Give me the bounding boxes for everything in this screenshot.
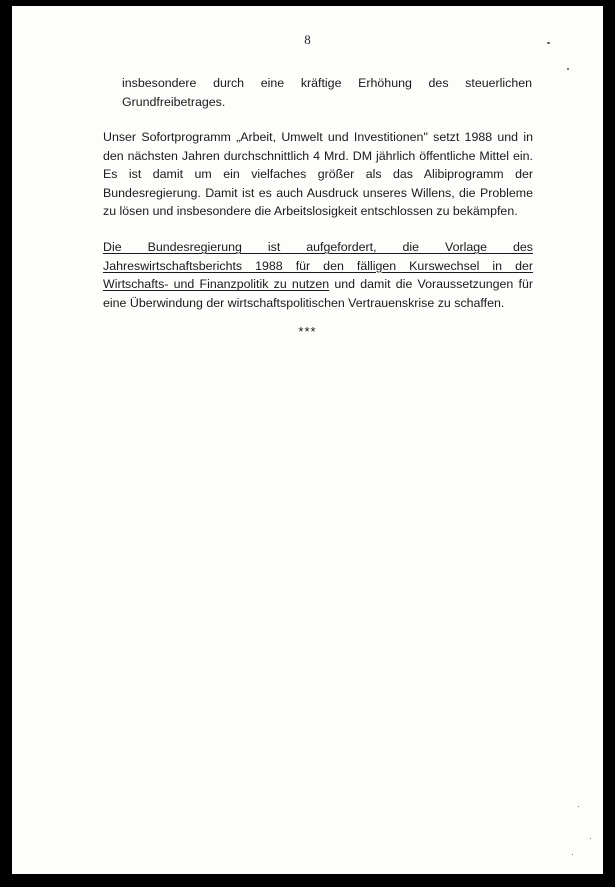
- document-page: [12, 6, 603, 874]
- scan-speck: [590, 838, 591, 839]
- page-number: 8: [304, 32, 311, 47]
- scan-speck: [547, 42, 550, 44]
- scan-speck: [572, 854, 573, 855]
- scan-speck: [567, 68, 569, 70]
- paragraph-sofortprogramm: Unser Sofortprogramm „Arbeit, Umwelt und Investitionen" setzt 1988 und in den nächsten Jahren durchschnittlich 4 Mrd. DM jährlich öffentliche Mittel ein. Es ist damit um ein vielfaches größer als das Alibiprogramm der Bundesregierung. Damit ist es auch Ausdruck unseres Willens, die Probleme zu lösen und insbesondere die Arbeitslosigkeit entschlossen zu bekämpfen.: [103, 130, 533, 219]
- paragraph-demand: [103, 238, 533, 312]
- demand-text-rest: und damit die Voraussetzungen für eine Überwindung der wirtschaftspolitischen Vertrauenskrise zu schaffen.: [103, 277, 533, 310]
- scan-speck: [578, 806, 579, 807]
- paragraph-continuation: insbesondere durch eine kräftige Erhöhung des steuerlichen Grundfreibetrages.: [122, 76, 532, 109]
- underlined-demand-text: Die Bundesregierung ist aufgefordert, die Vorlage des Jahreswirtschaftsberichts 1988 für den fälligen Kurswechsel in der Wirtschafts- und Finanzpolitik zu nutzen: [103, 240, 533, 292]
- section-separator: ***: [298, 324, 317, 339]
